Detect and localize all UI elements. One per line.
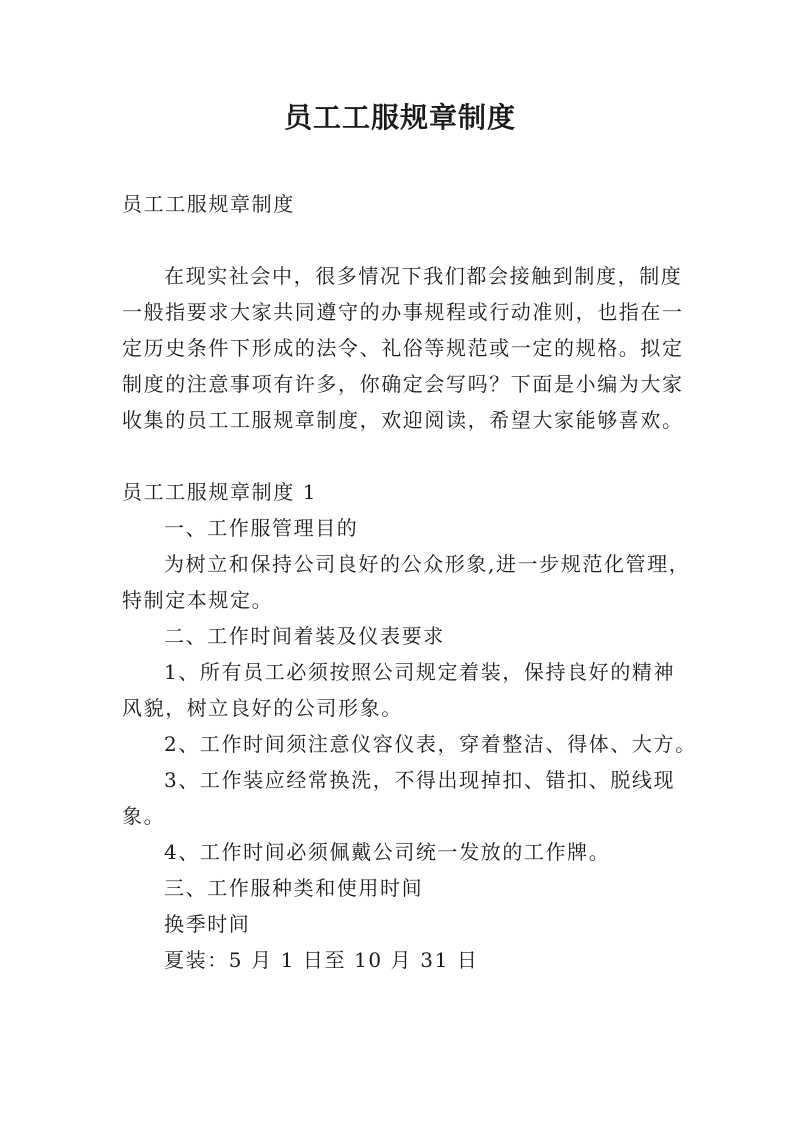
body-line: 二、工作时间着装及仪表要求 xyxy=(164,624,445,648)
body-line: 象。 xyxy=(122,804,166,828)
intro-line: 收集的员工工服规章制度，欢迎阅读，希望大家能够喜欢。 xyxy=(122,408,684,432)
intro-line: 在现实社会中，很多情况下我们都会接触到制度，制度 xyxy=(164,264,683,288)
body-line: 2、工作时间须注意仪容仪表，穿着整洁、得体、大方。 xyxy=(164,732,697,756)
intro-line: 制度的注意事项有许多，你确定会写吗？下面是小编为大家 xyxy=(122,372,684,396)
intro-line: 一般指要求大家共同遵守的办事规程或行动准则，也指在一 xyxy=(122,300,684,324)
intro-paragraph xyxy=(122,258,688,438)
body-line: 为树立和保持公司良好的公众形象,进一步规范化管理， xyxy=(164,552,691,576)
section-heading: 员工工服规章制度 1 xyxy=(122,480,318,504)
body-line: 特制定本规定。 xyxy=(122,588,274,612)
body-line: 4、工作时间必须佩戴公司统一发放的工作牌。 xyxy=(164,840,611,864)
spacer xyxy=(122,222,688,258)
subtitle: 员工工服规章制度 xyxy=(122,192,295,216)
section-body xyxy=(122,510,697,978)
intro-line: 定历史条件下形成的法令、礼俗等规范或一定的规格。拟定 xyxy=(122,336,684,360)
body-line: 换季时间 xyxy=(164,912,251,936)
body-line: 三、工作服种类和使用时间 xyxy=(164,876,424,900)
spacer xyxy=(122,438,688,474)
body-line: 夏装：5 月 1 日至 10 月 31 日 xyxy=(164,948,479,972)
body-line: 风貌，树立良好的公司形象。 xyxy=(122,696,403,720)
page-title: 员工工服规章制度 xyxy=(283,101,516,134)
body-line: 1、所有员工必须按照公司规定着装，保持良好的精神 xyxy=(164,660,676,684)
document-body xyxy=(122,186,697,978)
body-line: 一、工作服管理目的 xyxy=(164,516,359,540)
body-line: 3、工作装应经常换洗，不得出现掉扣、错扣、脱线现 xyxy=(164,768,676,792)
